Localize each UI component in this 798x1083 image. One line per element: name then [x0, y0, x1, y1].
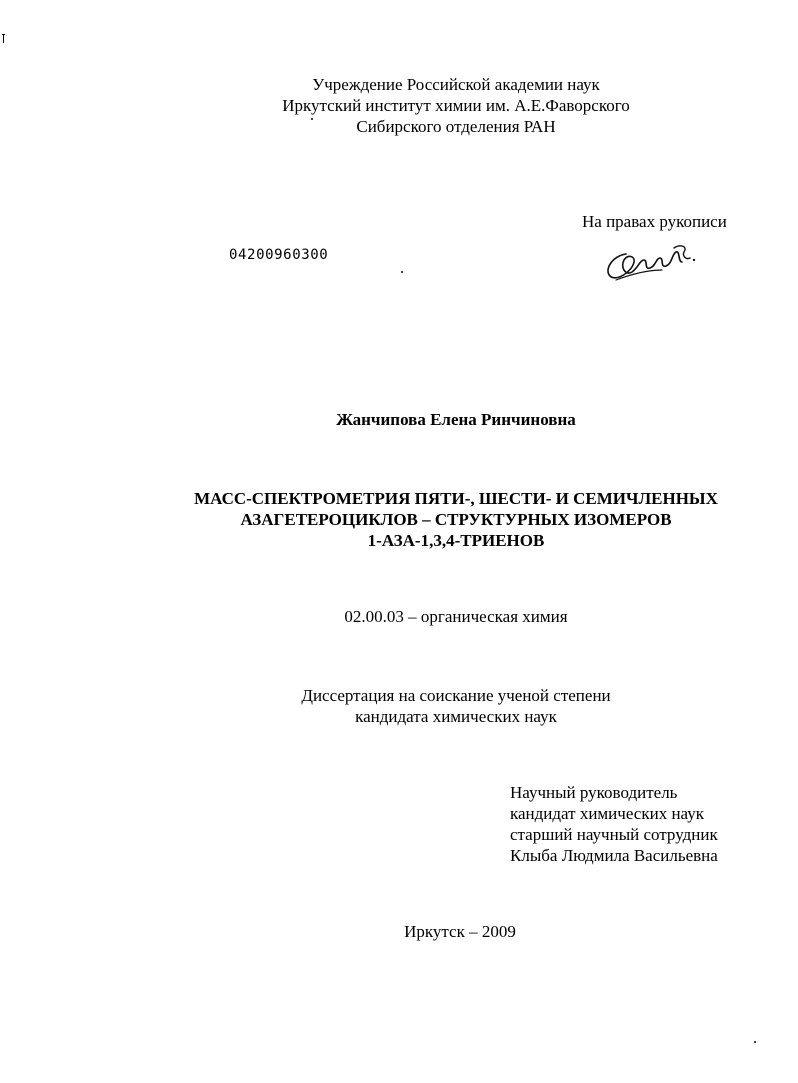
place-and-year: Иркутск – 2009 — [404, 922, 516, 941]
scan-mark — [3, 34, 4, 43]
institution-line: Иркутский институт химии им. А.Е.Фаворского — [282, 96, 630, 115]
document-number: 04200960300 — [229, 247, 329, 263]
signature-icon — [602, 240, 702, 284]
institution-line: Учреждение Российской академии наук — [312, 75, 600, 94]
scan-mark — [2, 34, 5, 35]
supervisor-line: кандидат химических наук — [510, 804, 704, 823]
supervisor-line: старший научный сотрудник — [510, 825, 718, 844]
supervisor-line: Научный руководитель — [510, 783, 678, 802]
author-name: Жанчипова Елена Ринчиновна — [336, 410, 576, 429]
institution-line: Сибирского отделения РАН — [356, 117, 556, 136]
title-line: МАСС-СПЕКТРОМЕТРИЯ ПЯТИ-, ШЕСТИ- И СЕМИЧЛЕННЫХ — [194, 489, 718, 508]
scan-dot — [401, 271, 403, 273]
scan-dot — [754, 1041, 756, 1043]
supervisor-block — [510, 782, 718, 866]
title-line: АЗАГЕТЕРОЦИКЛОВ – СТРУКТУРНЫХ ИЗОМЕРОВ — [240, 510, 672, 529]
degree-statement — [0, 685, 798, 727]
supervisor-line: Клыба Людмила Васильевна — [510, 846, 718, 865]
degree-line: кандидата химических наук — [355, 707, 557, 726]
degree-line: Диссертация на соискание ученой степени — [301, 686, 611, 705]
manuscript-rights: На правах рукописи — [582, 212, 727, 231]
institution-header — [0, 74, 798, 137]
specialty-code: 02.00.03 – органическая химия — [344, 607, 568, 626]
dissertation-title — [0, 488, 798, 551]
title-line: 1-АЗА-1,3,4-ТРИЕНОВ — [367, 531, 545, 550]
